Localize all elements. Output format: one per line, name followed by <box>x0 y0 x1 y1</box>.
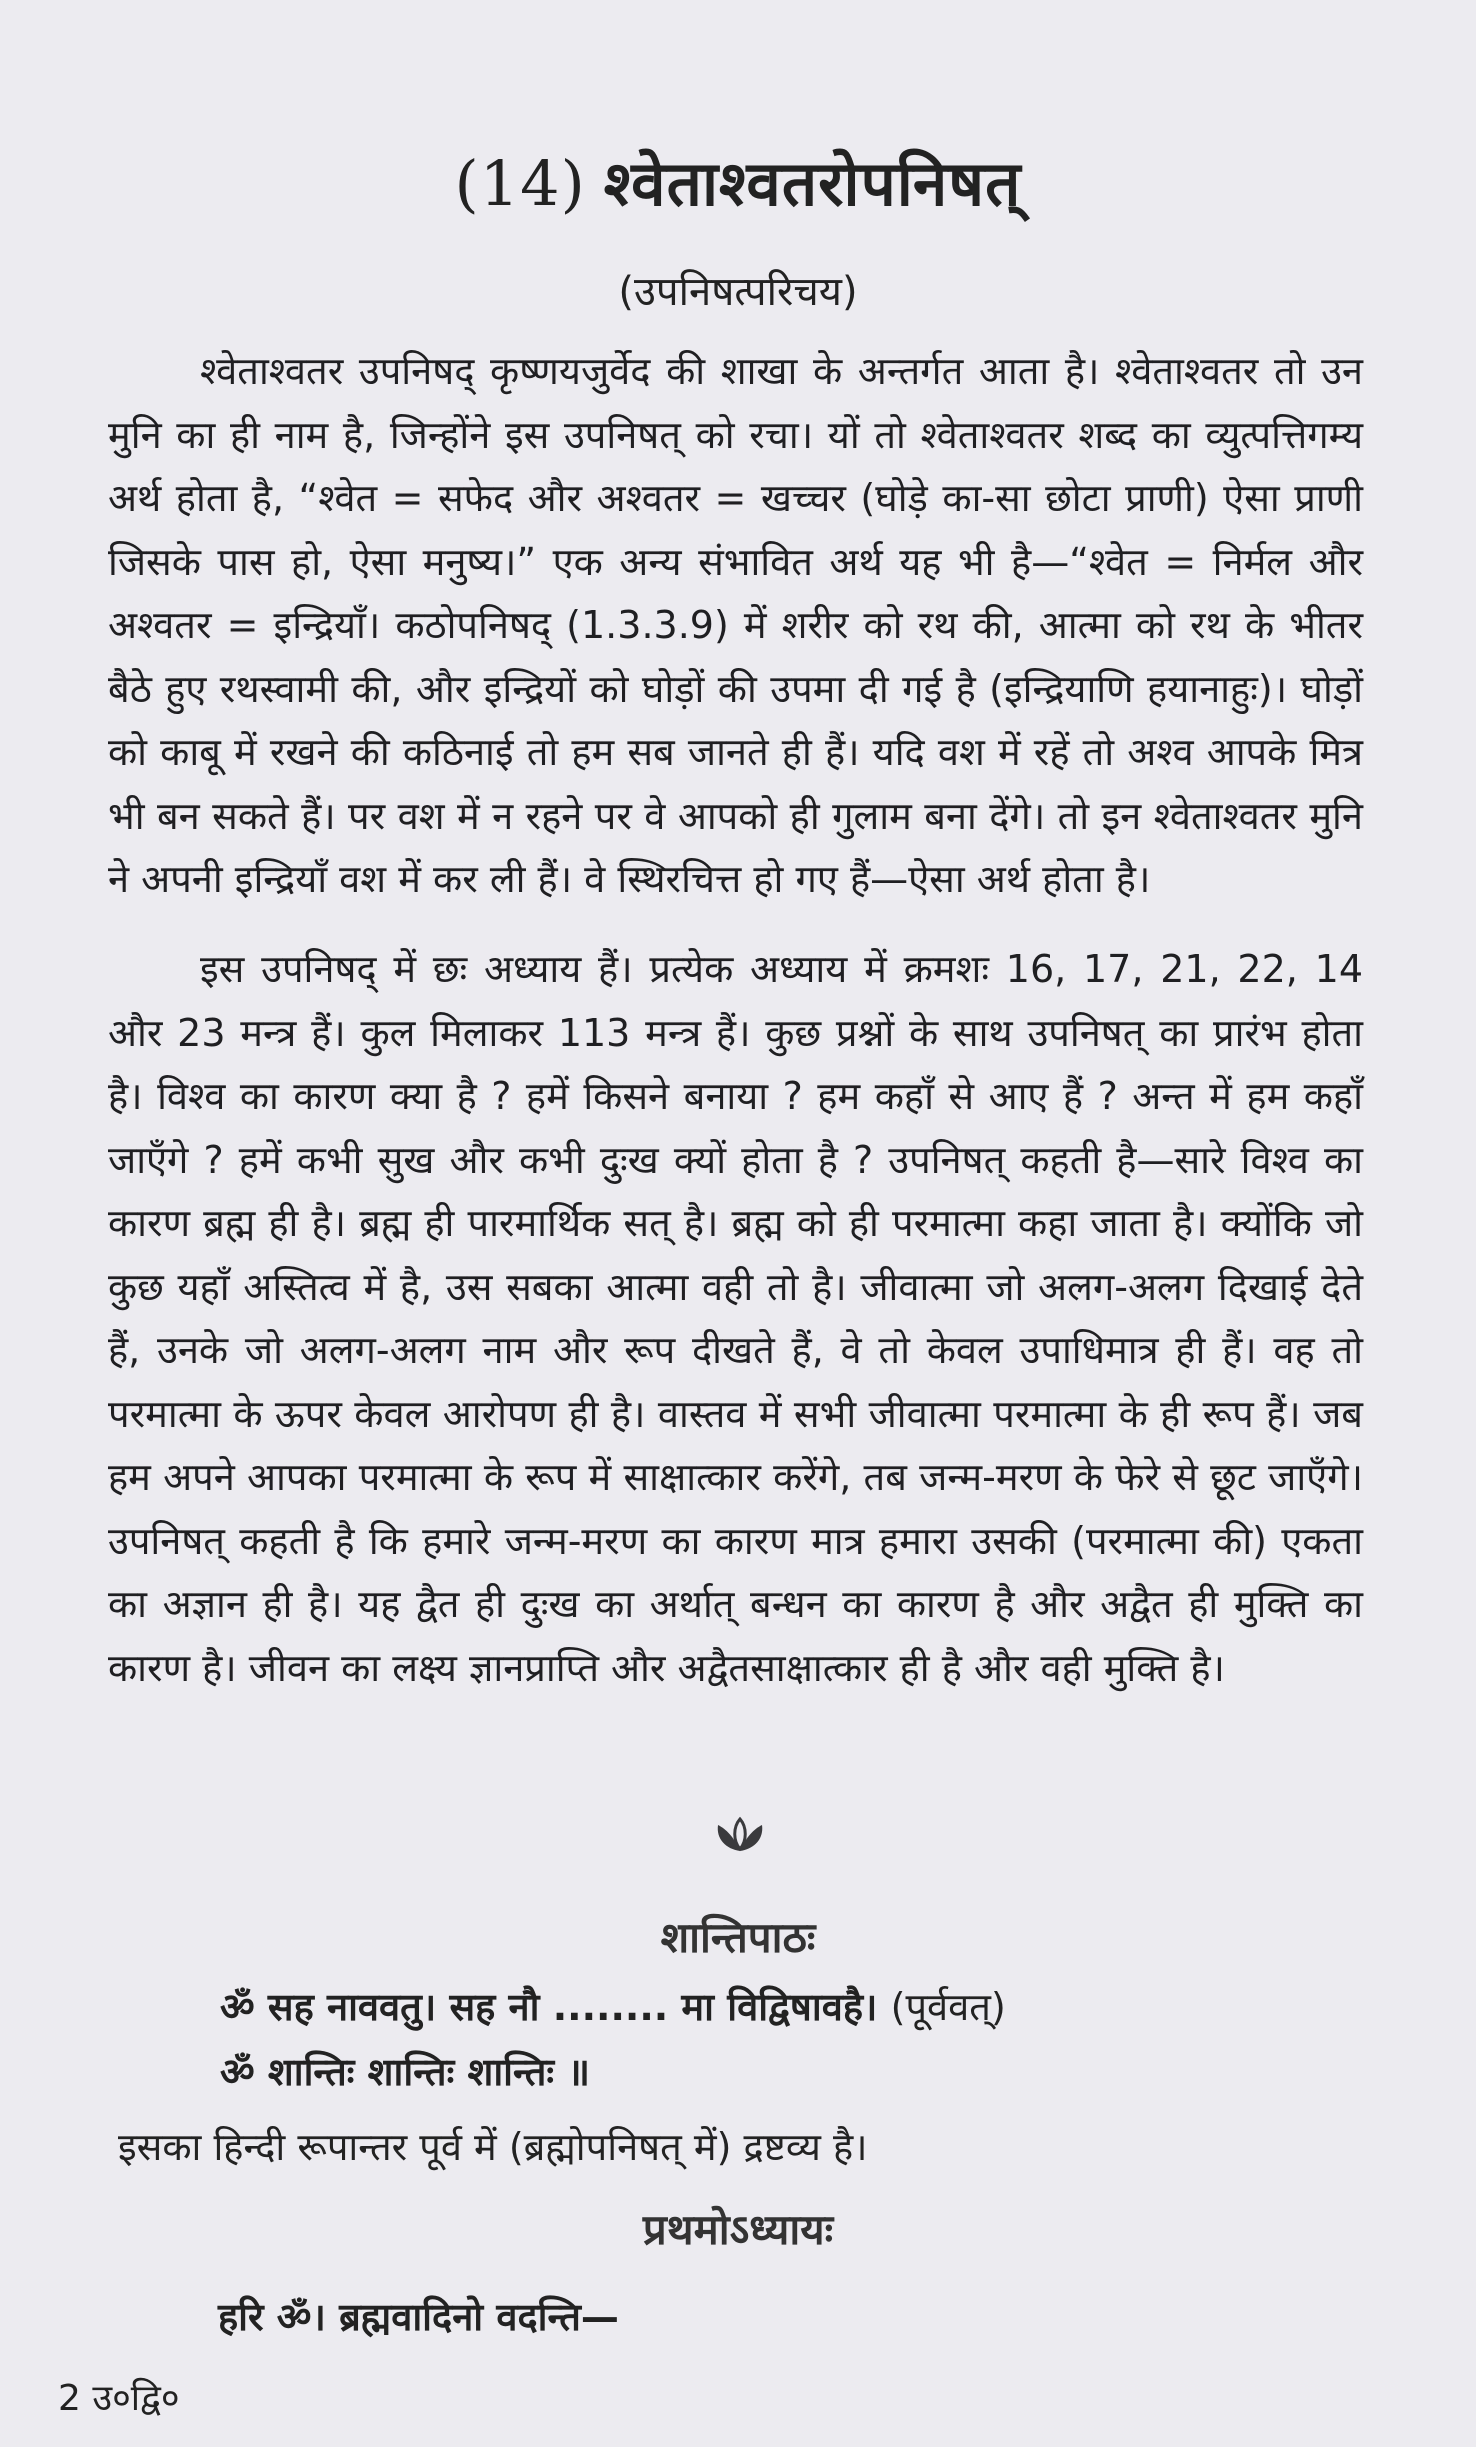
page-title <box>0 140 1476 224</box>
opening-mantra: हरि ॐ। ब्रह्मवादिनो वदन्ति— <box>218 2295 619 2339</box>
shantipath-line-2: ॐ शान्तिः शान्तिः शान्तिः ॥ <box>220 2050 591 2094</box>
hindi-note: इसका हिन्दी रूपान्तर पूर्व में (ब्रह्मोपनिषत् में) द्रष्टव्य है। <box>118 2125 868 2169</box>
intro-paragraph-2: इस उपनिषद् में छः अध्याय हैं। प्रत्येक अध्याय में क्रमशः 16, 17, 21, 22, 14 और 23 मन्त्र हैं। कुल मिलाकर 113 मन्त्र हैं। कुछ प्रश्नों के साथ उपनिषत् का प्रारंभ होता है। विश्व का कारण क्या है ? हमें किसने बनाया ? हम कहाँ से आए हैं ? अन्त में हम कहाँ जाएँगे ? हमें कभी सुख और कभी दुःख क्यों होता है ? उपनिषत् कहती है—सारे विश्व का कारण ब्रह्म ही है। ब्रह्म ही पारमार्थिक सत् है। ब्रह्म को ही परमात्मा कहा जाता है। क्योंकि जो कुछ यहाँ अस्तित्व में है, उस सबका आत्मा वही तो है। जीवात्मा जो अलग-अलग दिखाई देते हैं, उनके जो अलग-अलग नाम और रूप दीखते हैं, वे तो केवल उपाधिमात्र ही हैं। वह तो परमात्मा के ऊपर केवल आरोपण ही है। वास्तव में सभी जीवात्मा परमात्मा के ही रूप हैं। जब हम अपने आपका परमात्मा के रूप में साक्षात्कार करेंगे, तब जन्म-मरण के फेरे से छूट जाएँगे। उपनिषत् कहती है कि हमारे जन्म-मरण का कारण मात्र हमारा उसकी (परमात्मा की) एकता का अज्ञान ही है। यह द्वैत ही दुःख का अर्थात् बन्धन का कारण है और अद्वैत ही मुक्ति का कारण है। जीवन का लक्ष्य ज्ञानप्राप्ति और अद्वैतसाक्षात्कार ही है और वही मुक्ति है। <box>108 947 1363 1690</box>
shantipath-line-1-text: ॐ सह नाववतु। सह नौ ........ मा विद्विषावहै। <box>220 1985 878 2029</box>
page-subtitle: (उपनिषत्परिचय) <box>618 269 858 315</box>
lotus-ornament-icon <box>712 1815 768 1855</box>
intro-paragraph-1: श्वेताश्वतर उपनिषद् कृष्णयजुर्वेद की शाखा के अन्तर्गत आता है। श्वेताश्वतर तो उन मुनि का ही नाम है, जिन्होंने इस उपनिषत् को रचा। यों तो श्वेताश्वतर शब्द का व्युत्पत्तिगम्य अर्थ होता है, “श्वेत = सफेद और अश्वतर = खच्चर (घोड़े का-सा छोटा प्राणी) ऐसा प्राणी जिसके पास हो, ऐसा मनुष्य।” एक अन्य संभावित अर्थ यह भी है—“श्वेत = निर्मल और अश्वतर = इन्द्रियाँ। कठोपनिषद् (1.3.3.9) में शरीर को रथ की, आत्मा को रथ के भीतर बैठे हुए रथस्वामी की, और इन्द्रियों को घोड़ों की उपमा दी गई है (इन्द्रियाणि हयानाहुः)। घोड़ों को काबू में रखने की कठिनाई तो हम सब जानते ही हैं। यदि वश में रहें तो अश्व आपके मित्र भी बन सकते हैं। पर वश में न रहने पर वे आपको ही गुलाम बना देंगे। तो इन श्वेताश्वतर मुनि ने अपनी इन्द्रियाँ वश में कर ली हैं। वे स्थिरचित्त हो गए हैं—ऐसा अर्थ होता है। <box>108 349 1363 901</box>
shantipath-heading: शान्तिपाठः <box>660 1913 816 1962</box>
shantipath-line-1 <box>220 1980 1006 2032</box>
title-number: (14) <box>454 147 586 220</box>
footer-signature: 2 उ०द्वि० <box>58 2378 180 2419</box>
chapter-heading: प्रथमोऽध्यायः <box>642 2205 834 2254</box>
shantipath-line-1-note: (पूर्ववत्) <box>890 1985 1006 2029</box>
title-text: श्वेताश्वतरोपनिषत् <box>603 147 1022 220</box>
